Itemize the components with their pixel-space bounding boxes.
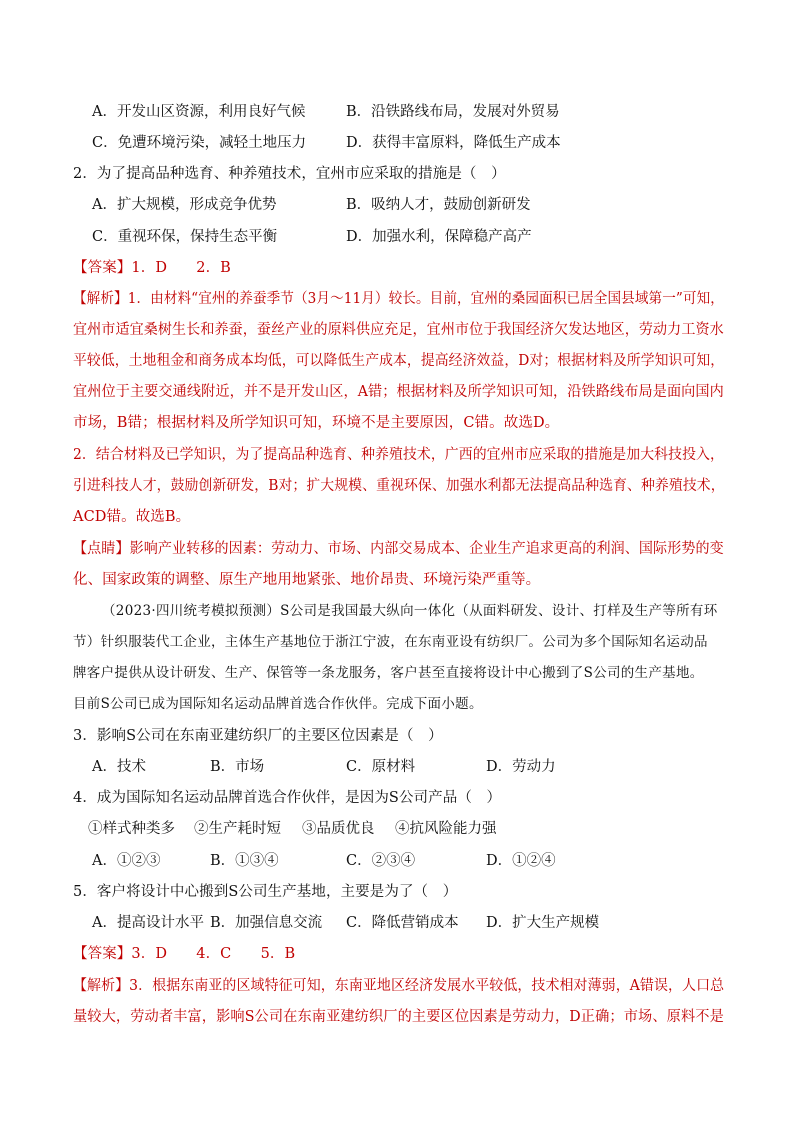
analysis-text: 3．根据东南亚的区域特征可知，东南亚地区经济发展水平较低，技术相对薄弱，A错误，人口总 xyxy=(129,978,725,994)
q2-option-b: B．吸纳人才，鼓励创新研发 xyxy=(346,197,531,213)
question-5-stem: 5．客户将设计中心搬到S公司生产基地，主要是为了（ ） xyxy=(73,884,458,900)
analysis-line: 2．结合材料及已学知识，为了提高品种选育、种养殖技术，广西的宜州市应采取的措施是加大科技投入， xyxy=(73,447,724,463)
analysis-line: 市场，B错；根据材料及所学知识可知，环境不是主要原因，C错。故选D。 xyxy=(73,415,560,431)
answer-tag: 【答案】 xyxy=(73,260,132,276)
analysis-tag: 【解析】 xyxy=(73,978,130,994)
analysis-line: 引进科技人才，鼓励创新研发，B对；扩大规模、重视环保、加强水利都无法提高品种选育、种养殖技术， xyxy=(73,478,725,494)
material-line: 节）针织服装代工企业，主体生产基地位于浙江宁波，在东南亚设有纺织厂。公司为多个国际知名运动品 xyxy=(73,634,708,650)
material-line: 牌客户提供从设计研发、生产、保管等一条龙服务，客户甚至直接将设计中心搬到了S公司的生产基地。 xyxy=(73,665,704,681)
analysis-line: ACD错。故选B。 xyxy=(73,509,191,525)
q4-option-d: D．①②④ xyxy=(486,853,556,869)
q4-item-4: ④抗风险能力强 xyxy=(395,821,497,837)
option-d: D．获得丰富原料，降低生产成本 xyxy=(346,135,561,151)
q2-option-a: A．扩大规模，形成竞争优势 xyxy=(92,197,277,213)
tip-tag: 【点睛】 xyxy=(73,541,130,557)
q2-option-c: C．重视环保，保持生态平衡 xyxy=(92,229,278,245)
material-line: （2023·四川统考模拟预测）S公司是我国最大纵向一体化（从面料研发、设计、打样及生产等所有环 xyxy=(102,603,718,619)
analysis-line: 量较大，劳动者丰富，影响S公司在东南亚建纺织厂的主要区位因素是劳动力，D正确；市场、原料不是 xyxy=(73,1009,724,1025)
analysis-line: 宜州市适宜桑树生长和养蚕，蚕丝产业的原料供应充足，宜州市位于我国经济欠发达地区，劳动力工资水 xyxy=(73,322,724,338)
analysis-line: 宜州位于主要交通线附近，并不是开发山区，A错；根据材料及所学知识可知，沿铁路线布局是面向国内 xyxy=(73,384,724,400)
option-b: B．沿铁路线布局，发展对外贸易 xyxy=(346,104,560,120)
option-c: C．免遭环境污染，减轻土地压力 xyxy=(92,135,307,151)
tip-line: 化、国家政策的调整、原生产地用地紧张、地价昂贵、环境污染严重等。 xyxy=(73,572,541,588)
tip-text: 影响产业转移的因素：劳动力、市场、内部交易成本、企业生产追求更高的利润、国际形势的变 xyxy=(129,541,724,557)
q3-option-c: C．原材料 xyxy=(346,759,416,775)
analysis-text: 1．由材料“宜州的养蚕季节（3月～11月）较长。目前，宜州的桑园面积已居全国县域第一”可知， xyxy=(127,291,724,307)
question-4-stem: 4．成为国际知名运动品牌首选合作伙伴，是因为S公司产品（ ） xyxy=(73,790,502,806)
q3-option-a: A．技术 xyxy=(92,759,146,775)
q3-option-d: D．劳动力 xyxy=(486,759,556,775)
q4-option-b: B．①③④ xyxy=(210,853,279,869)
q5-option-a: A．提高设计水平 xyxy=(92,915,204,931)
analysis-line xyxy=(73,289,724,309)
q3-option-b: B．市场 xyxy=(210,759,265,775)
q4-item-3: ③品质优良 xyxy=(302,821,375,837)
analysis-line xyxy=(73,976,724,996)
answer-text: 1．D 2．B xyxy=(131,260,231,276)
q2-option-d: D．加强水利，保障稳产高产 xyxy=(346,229,532,245)
q5-option-b: B．加强信息交流 xyxy=(210,915,323,931)
q4-option-a: A．①②③ xyxy=(92,853,161,869)
q4-item-1: ①样式种类多 xyxy=(88,821,175,837)
option-a: A．开发山区资源，利用良好气候 xyxy=(92,104,306,120)
answer-text: 3．D 4．C 5．B xyxy=(131,946,296,962)
tip-line xyxy=(73,539,724,559)
answer-block xyxy=(73,258,231,278)
material-line: 目前S公司已成为国际知名运动品牌首选合作伙伴。完成下面小题。 xyxy=(73,696,483,712)
q5-option-c: C．降低营销成本 xyxy=(346,915,459,931)
q5-option-d: D．扩大生产规模 xyxy=(486,915,600,931)
analysis-tag: 【解析】 xyxy=(73,291,128,307)
analysis-line: 平较低，土地租金和商务成本均低，可以降低生产成本，提高经济效益，D对；根据材料及所学知识可知， xyxy=(73,353,725,369)
question-3-stem: 3．影响S公司在东南亚建纺织厂的主要区位因素是（ ） xyxy=(73,728,443,744)
answer-block xyxy=(73,944,295,964)
question-2-stem: 2．为了提高品种选育、种养殖技术，宜州市应采取的措施是（ ） xyxy=(73,166,506,182)
q4-item-2: ②生产耗时短 xyxy=(194,821,281,837)
q4-option-c: C．②③④ xyxy=(346,853,416,869)
answer-tag: 【答案】 xyxy=(73,946,132,962)
